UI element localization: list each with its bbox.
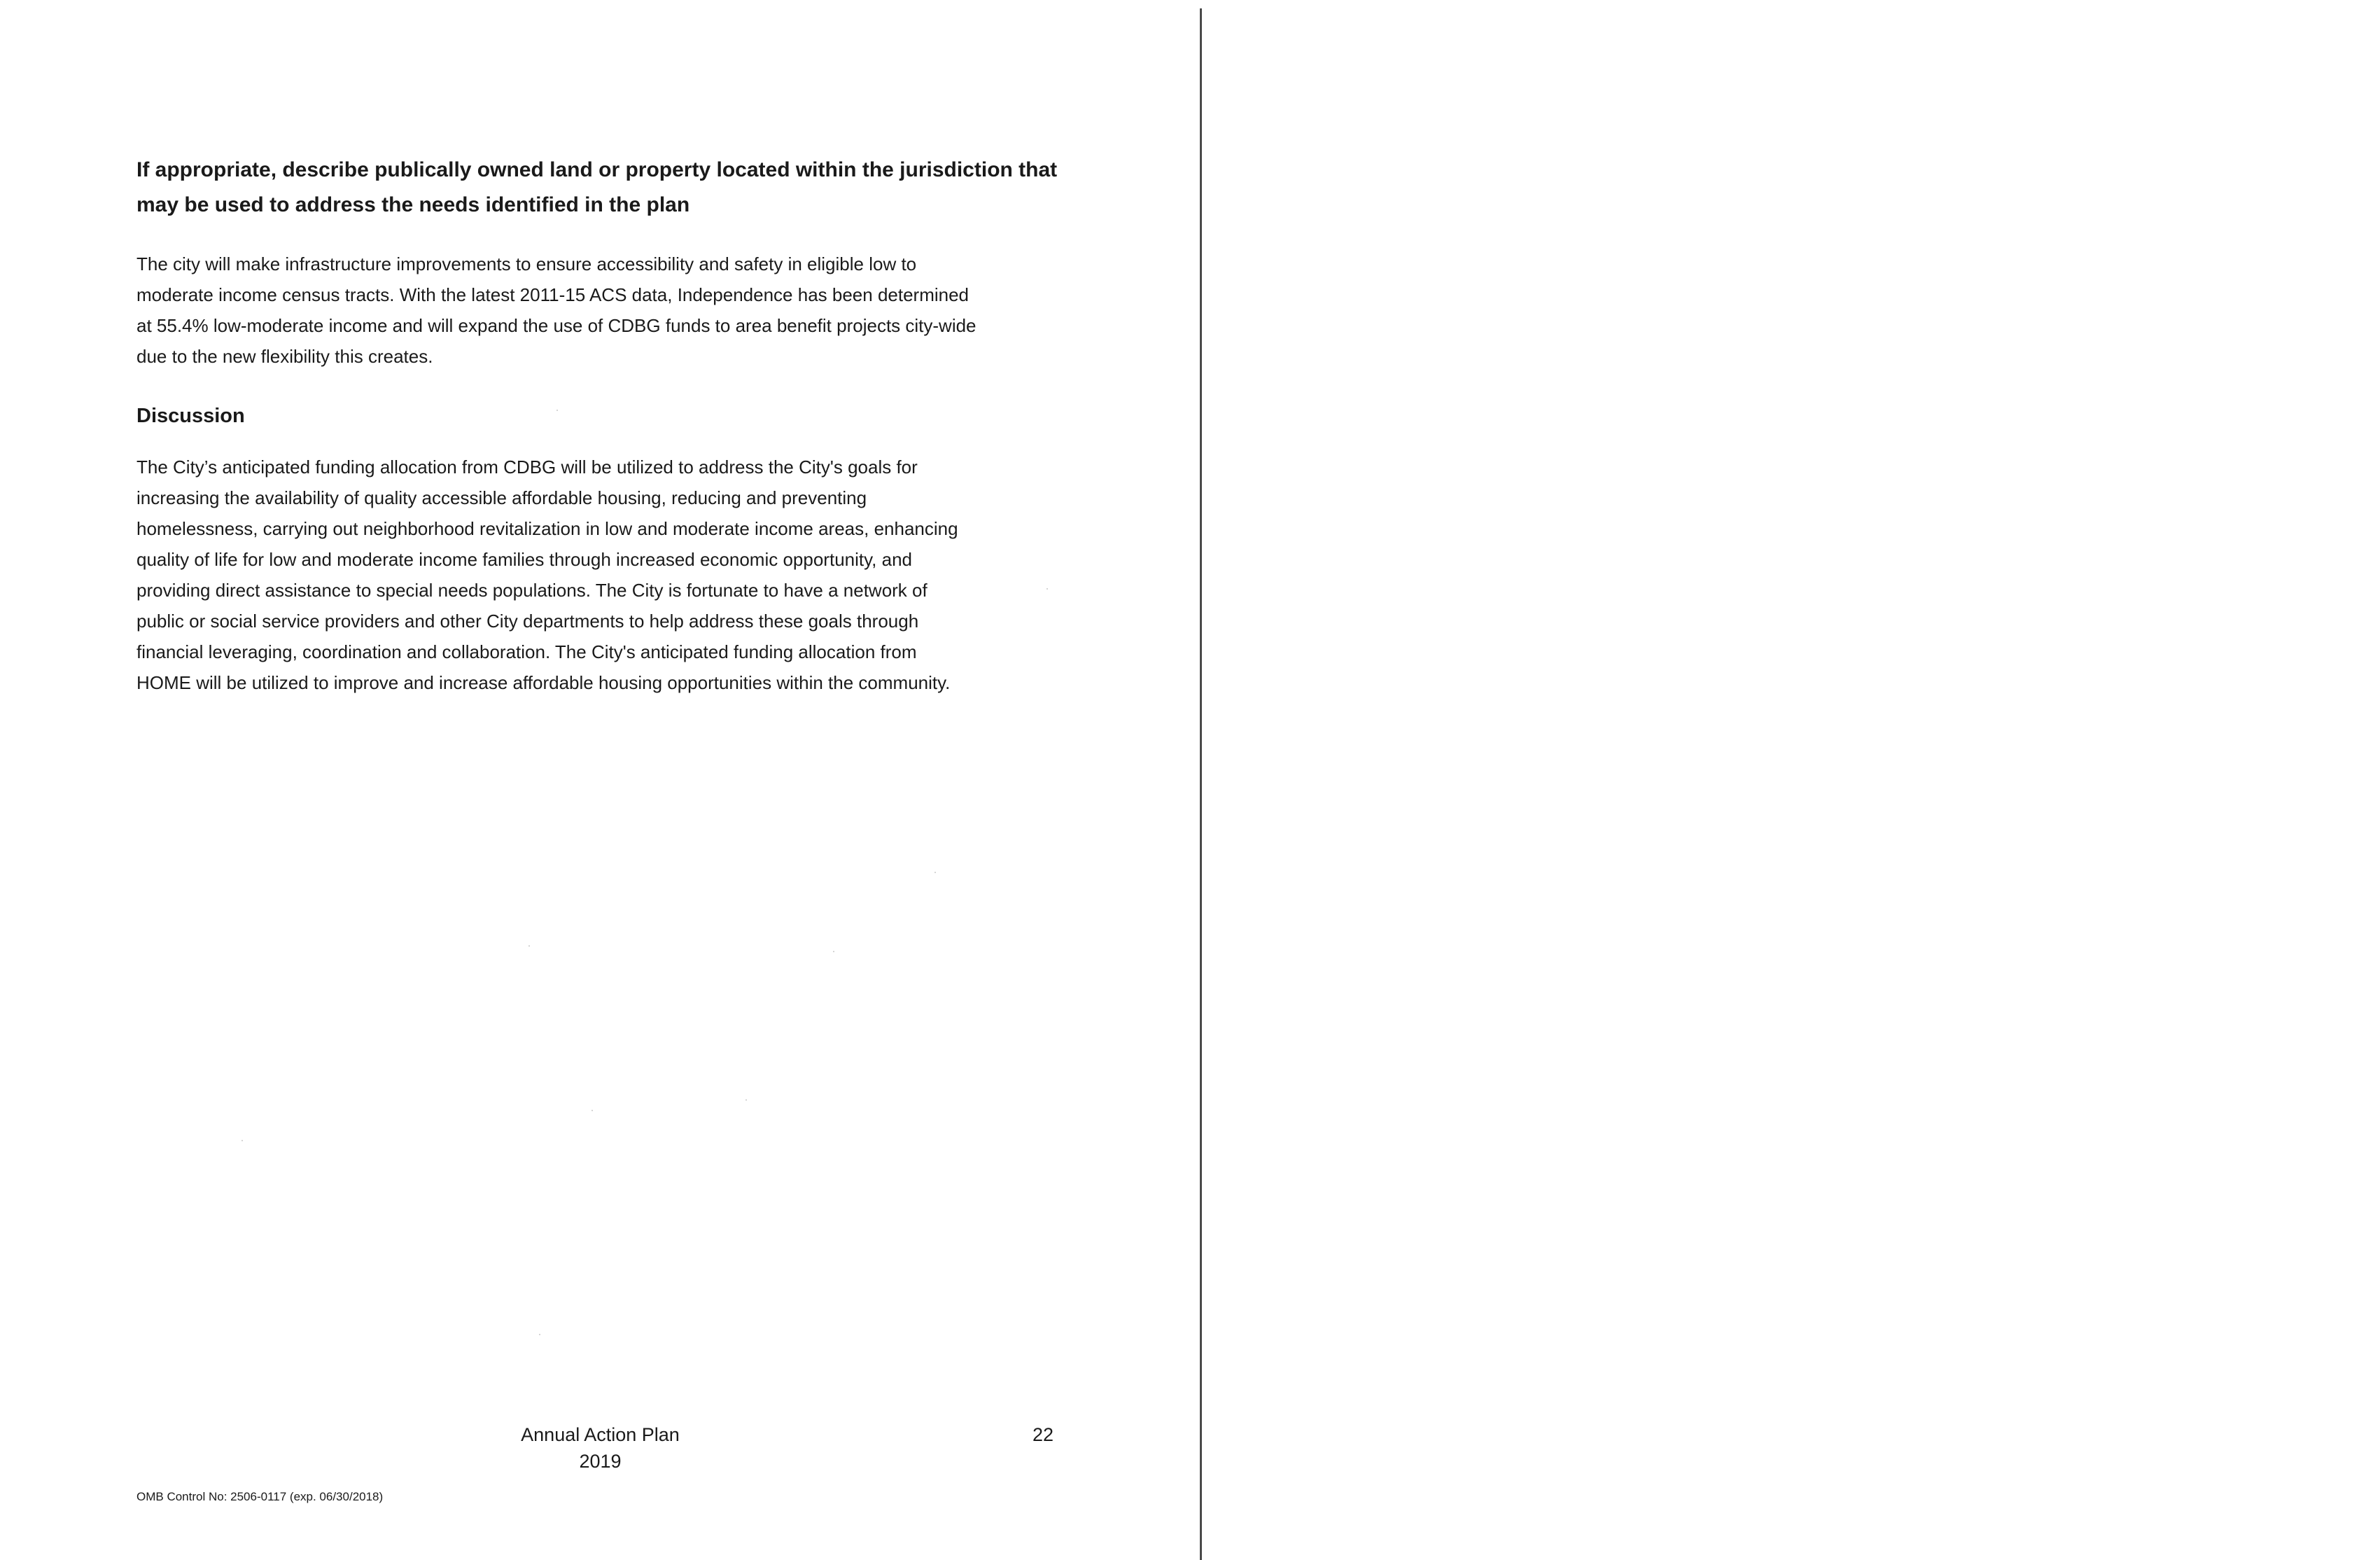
- scan-speck: [539, 1334, 540, 1335]
- page-number: 22: [1032, 1424, 1054, 1445]
- footer-plan-title: [490, 1421, 710, 1475]
- omb-control-number: OMB Control No: 2506-0117 (exp. 06/30/2018): [136, 1490, 384, 1503]
- scan-speck: [1046, 588, 1048, 590]
- scan-speck: [528, 945, 530, 947]
- scan-speck: [746, 1099, 747, 1101]
- scan-speck: [592, 1110, 593, 1111]
- scan-speck: [241, 1140, 243, 1141]
- discussion-heading: Discussion: [136, 405, 245, 427]
- document-page: [0, 0, 1190, 1540]
- scan-speck: [934, 872, 936, 873]
- section-heading: If appropriate, describe publically owned land or property located within the jurisdiction that may be used to address the needs identified in the plan: [136, 158, 1058, 216]
- land-property-paragraph: The city will make infrastructure improvements to ensure accessibility and safety in eligible low to moderate income census tracts. With the latest 2011-15 ACS data, Independence has been determined at 55.4% low-moderate income and will expand the use of CDBG funds to area benefit projects city-wide due to the new flexibility this creates.: [136, 253, 976, 367]
- discussion-paragraph: The City’s anticipated funding allocation from CDBG will be utilized to address the City's goals for increasing the availability of quality accessible affordable housing, reducing and preventing homelessness, carrying out neighborhood revitalization in low and moderate income areas, enhancing quality of life for low and moderate income families through increased economic opportunity, and providing direct assistance to special needs populations. The City is fortunate to have a network of public or social service providers and other City departments to help address these goals through financial leveraging, coordination and collaboration. The City's anticipated funding allocation from HOME will be utilized to improve and increase affordable housing opportunities within the community.: [136, 457, 958, 693]
- scan-speck: [556, 410, 558, 411]
- blank-facing-page: [1202, 0, 2380, 1540]
- footer-plan-year: 2019: [579, 1451, 622, 1472]
- scan-speck: [833, 951, 834, 952]
- footer-plan-name: Annual Action Plan: [521, 1424, 680, 1445]
